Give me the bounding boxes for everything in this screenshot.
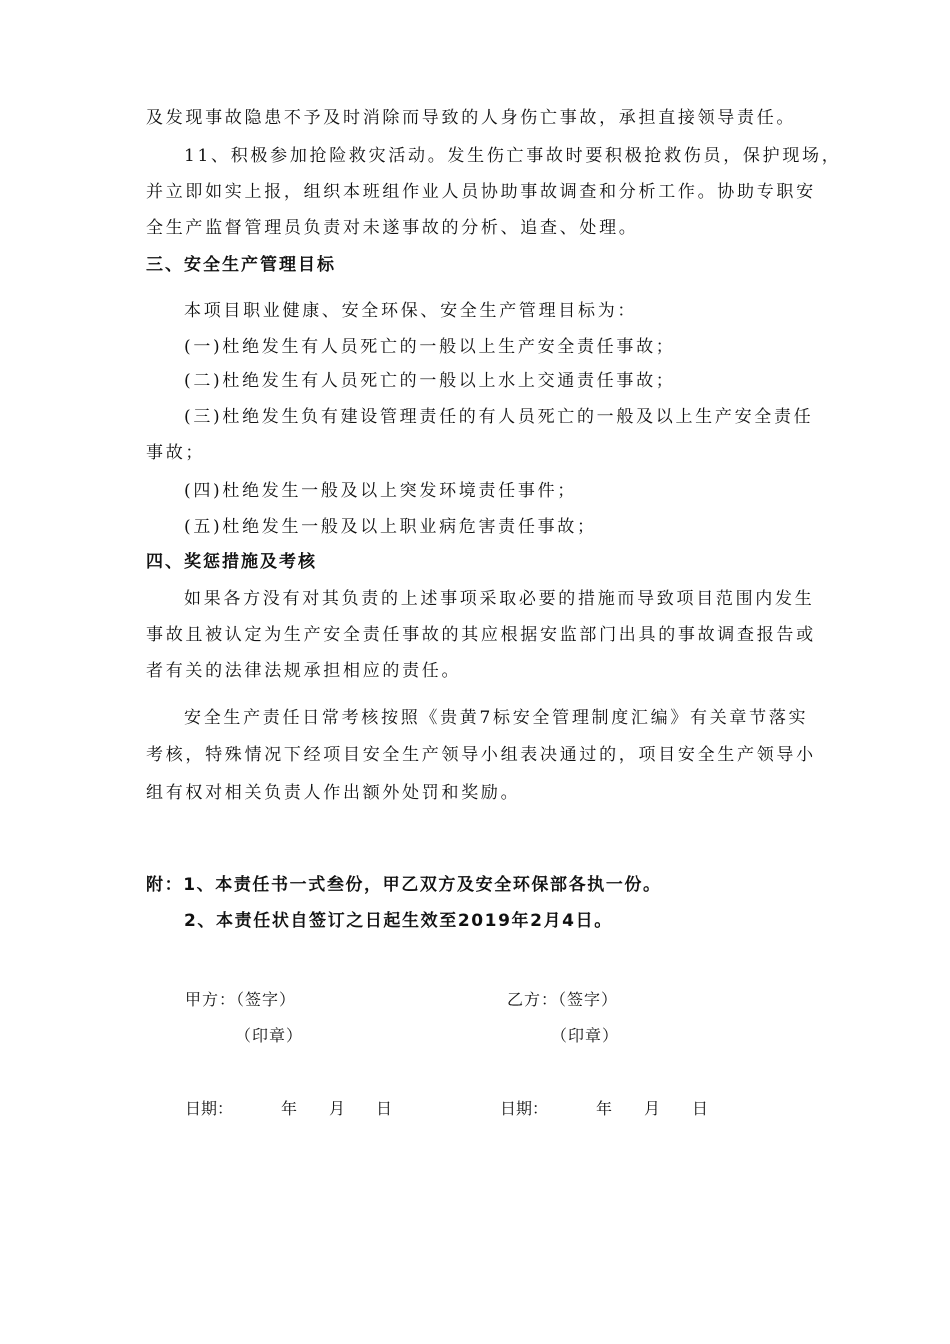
- appendix-note-1: 附：1、本责任书一式叁份，甲乙双方及安全环保部各执一份。: [146, 875, 662, 895]
- party-b-date-day: 日: [692, 1099, 709, 1118]
- party-b-date-month: 月: [644, 1099, 661, 1118]
- paragraph-line: 全生产监督管理员负责对未遂事故的分析、追查、处理。: [146, 218, 639, 238]
- goal-item: (二)杜绝发生有人员死亡的一般以上水上交通责任事故；: [184, 371, 676, 391]
- party-b-date-label: 日期：: [500, 1099, 549, 1118]
- party-a-signature: 甲方：（签字）: [185, 990, 297, 1009]
- party-a-date-label: 日期：: [185, 1099, 234, 1118]
- party-a-date-year: 年: [281, 1099, 298, 1118]
- paragraph-line: 本项目职业健康、安全环保、安全生产管理目标为：: [184, 301, 638, 321]
- goal-item: (三)杜绝发生负有建设管理责任的有人员死亡的一般及以上生产安全责任: [184, 407, 814, 427]
- party-b-seal: （印章）: [551, 1026, 620, 1045]
- party-b-date-year: 年: [596, 1099, 613, 1118]
- party-b-signature: 乙方：（签字）: [507, 990, 619, 1009]
- goal-item-continuation: 事故；: [146, 443, 206, 463]
- party-a-seal: （印章）: [235, 1026, 304, 1045]
- paragraph-line: 及发现事故隐患不予及时消除而导致的人身伤亡事故，承担直接领导责任。: [146, 108, 797, 128]
- paragraph-line: 安全生产责任日常考核按照《贵黄7标安全管理制度汇编》有关章节落实: [184, 708, 809, 728]
- paragraph-line: 者有关的法律法规承担相应的责任。: [146, 661, 462, 681]
- party-a-date-month: 月: [329, 1099, 346, 1118]
- section-heading-3: 三、安全生产管理目标: [146, 255, 336, 275]
- goal-item: (一)杜绝发生有人员死亡的一般以上生产安全责任事故；: [184, 337, 676, 357]
- paragraph-line: 如果各方没有对其负责的上述事项采取必要的措施而导致项目范围内发生: [184, 589, 815, 609]
- section-heading-4: 四、奖惩措施及考核: [146, 552, 317, 572]
- paragraph-line: 考核，特殊情况下经项目安全生产领导小组表决通过的，项目安全生产领导小: [146, 745, 816, 765]
- goal-item: (五)杜绝发生一般及以上职业病危害责任事故；: [184, 517, 597, 537]
- paragraph-line: 组有权对相关负责人作出额外处罚和奖励。: [146, 783, 521, 803]
- appendix-note-2: 2、本责任状自签订之日起生效至2019年2月4日。: [184, 911, 613, 931]
- paragraph-line: 事故且被认定为生产安全责任事故的其应根据安监部门出具的事故调查报告或: [146, 625, 816, 645]
- paragraph-line: 并立即如实上报，组织本班组作业人员协助事故调查和分析工作。协助专职安: [146, 182, 816, 202]
- goal-item: (四)杜绝发生一般及以上突发环境责任事件；: [184, 481, 577, 501]
- party-a-date-day: 日: [376, 1099, 393, 1118]
- paragraph-line: 11、积极参加抢险救灾活动。发生伤亡事故时要积极抢救伤员，保护现场，: [184, 146, 842, 166]
